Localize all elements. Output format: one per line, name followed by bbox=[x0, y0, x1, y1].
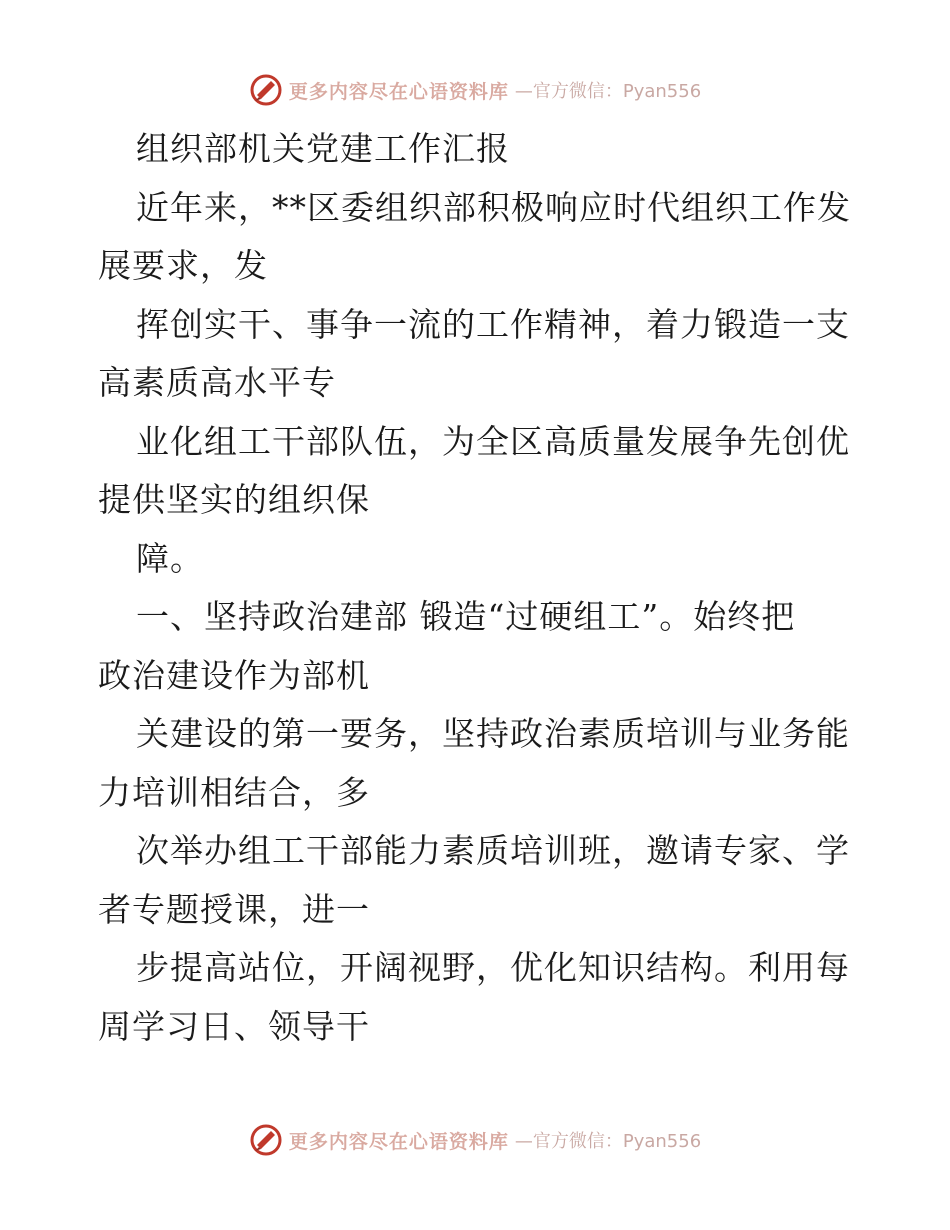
watermark-text: 更多内容尽在心语资料库 bbox=[288, 80, 509, 103]
document-line: 提供坚实的组织保 bbox=[98, 480, 370, 519]
book-pen-logo-icon bbox=[249, 73, 283, 107]
document-line: 次举办组工干部能力素质培训班，邀请专家、学 bbox=[136, 831, 850, 870]
document-line: 组织部机关党建工作汇报 bbox=[136, 129, 510, 168]
document-line: 者专题授课，进一 bbox=[98, 889, 370, 929]
watermark-wechat: —官方微信：Pyan556 bbox=[514, 81, 702, 102]
document-line: 近年来，**区委组织部积极响应时代组织工作发 bbox=[136, 187, 851, 227]
document-body bbox=[98, 120, 858, 1056]
document-line: 周学习日、领导干 bbox=[98, 1006, 370, 1046]
document-line: 关建设的第一要务，坚持政治素质培训与业务能 bbox=[136, 714, 850, 753]
document-line: 高素质高水平专 bbox=[98, 363, 336, 402]
document-line: 力培训相结合，多 bbox=[98, 772, 370, 812]
document-line: 展要求，发 bbox=[98, 246, 268, 285]
document-line: 一、坚持政治建部 锻造“过硬组工”。始终把 bbox=[136, 597, 796, 636]
watermark-banner-top bbox=[0, 70, 950, 110]
book-pen-logo-icon bbox=[249, 1123, 283, 1157]
watermark-wechat: —官方微信：Pyan556 bbox=[514, 1131, 702, 1152]
watermark-banner-bottom bbox=[0, 1120, 950, 1160]
document-line: 步提高站位，开阔视野，优化知识结构。利用每 bbox=[136, 948, 850, 987]
watermark-text: 更多内容尽在心语资料库 bbox=[288, 1130, 509, 1153]
document-line: 挥创实干、事争一流的工作精神，着力锻造一支 bbox=[136, 304, 850, 344]
document-line: 障。 bbox=[136, 538, 204, 578]
document-line: 业化组工干部队伍，为全区高质量发展争先创优 bbox=[136, 421, 850, 461]
document-line: 政治建设作为部机 bbox=[98, 655, 370, 695]
